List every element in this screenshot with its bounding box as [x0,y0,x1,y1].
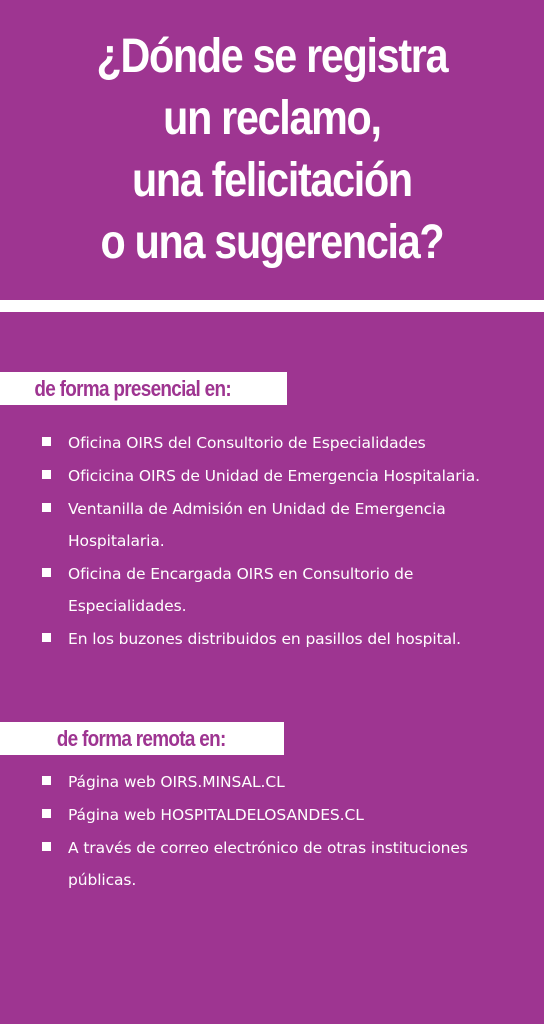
title-line: una felicitación [132,154,412,207]
list-item [0,493,544,557]
presencial-list [0,427,544,656]
square-bullet-icon [42,809,51,818]
list-item-text: En los buzones distribuidos en pasillos del hospital. [68,630,462,648]
list-item [0,558,544,622]
square-bullet-icon [42,842,51,851]
square-bullet-icon [42,568,51,577]
section-heading-remota [0,722,284,755]
list-item-text: Ventanilla de Admisión en Unidad de Emergencia Hospitalaria. [68,500,446,550]
title-line: ¿Dónde se registra [96,30,448,83]
section-heading-presencial [0,372,287,405]
square-bullet-icon [42,633,51,642]
list-item [0,832,544,896]
list-item-text: Oficina de Encargada OIRS en Consultorio de Especialidades. [68,565,414,615]
header [0,0,544,300]
section-heading-label: de forma remota en: [56,725,226,751]
square-bullet-icon [42,503,51,512]
list-item [0,460,544,492]
list-item [0,766,544,798]
remota-list [0,766,544,897]
list-item-text: Oficina OIRS del Consultorio de Especialidades [68,434,426,452]
page-title [97,26,448,274]
list-item [0,427,544,459]
section-heading-label: de forma presencial en: [34,375,231,401]
square-bullet-icon [42,470,51,479]
list-item [0,623,544,655]
list-item-text: Página web HOSPITALDELOSANDES.CL [68,806,364,824]
list-item-text: Oficicina OIRS de Unidad de Emergencia Hospitalaria. [68,467,480,485]
list-item-text: Página web OIRS.MINSAL.CL [68,773,285,791]
title-line: un reclamo, [163,92,381,145]
list-item [0,799,544,831]
list-item-text: A través de correo electrónico de otras instituciones públicas. [68,839,468,889]
square-bullet-icon [42,776,51,785]
divider [0,300,544,312]
title-line: o una sugerencia? [100,216,444,269]
square-bullet-icon [42,437,51,446]
